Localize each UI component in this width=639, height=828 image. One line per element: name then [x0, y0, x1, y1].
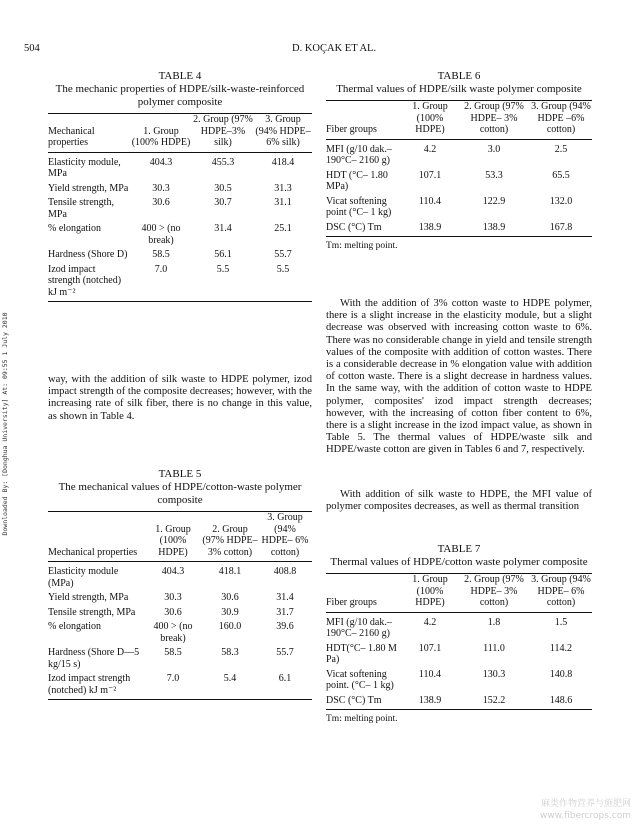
table-row — [48, 604, 312, 619]
table4-cell-4-2: 56.1 — [214, 249, 232, 260]
table5-cell-0-0: Elasticity module (MPa) — [48, 566, 119, 589]
table4-cell-0-2: 455.3 — [211, 156, 235, 168]
table5-cell-2-3: 31.7 — [276, 606, 294, 618]
table4-cell-4-3: 55.7 — [274, 249, 292, 260]
table7-cell-2-2: 130.3 — [482, 668, 506, 680]
table-4-block — [48, 70, 312, 302]
table4-cell-3-1: 400 > (no break) — [141, 223, 181, 246]
table-5 — [48, 511, 312, 700]
table5-cell-5-0: Izod impact strength (notched) kJ m⁻² — [48, 673, 131, 696]
table5-cell-1-1: 30.3 — [164, 592, 182, 603]
table7-cell-1-2: 111.0 — [483, 642, 505, 654]
table4-header-0: Mechanical properties — [48, 125, 95, 148]
table-row — [48, 194, 312, 220]
table4-cell-2-2: 30.7 — [214, 197, 232, 208]
table6-cell-2-2: 122.9 — [482, 195, 506, 207]
table6-cell-3-0: DSC (°C) Tm — [326, 221, 382, 233]
table-row — [48, 180, 312, 195]
table4-cell-1-3: 31.3 — [274, 182, 292, 194]
table5-header-2: 2. Group (97% HDPE– 3% cotton) — [202, 523, 258, 558]
table5-cell-3-0: % elongation — [48, 621, 102, 632]
running-title: D. KOÇAK ET AL. — [292, 43, 377, 54]
table4-cell-2-1: 30.6 — [152, 197, 170, 208]
table-7 — [326, 573, 592, 710]
table4-cell-0-0: Elasticity module, MPa — [48, 156, 121, 179]
table7-cell-1-1: 107.1 — [418, 642, 442, 654]
table-4-label: TABLE 4 — [158, 70, 202, 82]
table5-cell-2-2: 30.9 — [221, 606, 239, 618]
table6-cell-2-3: 132.0 — [549, 195, 573, 207]
table4-cell-1-2: 30.5 — [214, 182, 232, 194]
table-7-block — [326, 543, 592, 724]
table6-cell-1-2: 53.3 — [485, 169, 503, 181]
table6-cell-0-0: MFI (g/10 dak.–190°C– 2160 g) — [326, 143, 392, 166]
table-row — [326, 139, 592, 167]
table6-cell-3-2: 138.9 — [482, 221, 506, 233]
table7-cell-0-0: MFI (g/10 dak.–190°C– 2160 g) — [326, 616, 392, 639]
table5-cell-5-2: 5.4 — [223, 673, 237, 684]
table4-cell-5-2: 5.5 — [216, 263, 230, 275]
table-5-caption: The mechanical values of HDPE/cotton-waste polymer composite — [58, 481, 302, 506]
table7-cell-3-2: 152.2 — [482, 694, 506, 706]
table-6-block — [326, 70, 592, 251]
table6-cell-0-3: 2.5 — [554, 143, 568, 155]
table-row — [326, 666, 592, 692]
table5-cell-0-1: 404.3 — [161, 566, 185, 577]
table4-header-2: 2. Group (97% HDPE–3% silk) — [193, 114, 253, 148]
table6-cell-3-1: 138.9 — [418, 221, 442, 233]
table-6-label: TABLE 6 — [437, 70, 481, 82]
table7-header-0: Fiber groups — [326, 597, 377, 608]
table5-cell-4-3: 55.7 — [276, 647, 294, 658]
table4-header-3: 3. Group (94% HDPE–6% silk) — [255, 114, 311, 148]
table5-cell-1-2: 30.6 — [221, 592, 239, 603]
table-row — [48, 152, 312, 180]
watermark-line-1: 麻类作物营养与施肥网 — [540, 799, 631, 809]
table7-header-3: 3. Group (94% HDPE– 6% cotton) — [531, 574, 591, 608]
table7-cell-3-0: DSC (°C) Tm — [326, 694, 382, 706]
table6-cell-1-1: 107.1 — [418, 169, 442, 181]
table5-cell-4-0: Hardness (Shore D—5 kg/15 s) — [48, 647, 140, 670]
table-7-caption: Thermal values of HDPE/cotton waste polymer composite — [330, 556, 588, 568]
table-row — [48, 562, 312, 590]
left-paragraph: way, with the addition of silk waste to HDPE polymer, izod impact strength of the composite decreases; however, with the increasing rate of silk fiber, there is no change in this value, as shown in Table 4. — [48, 374, 312, 422]
table4-cell-1-1: 30.3 — [152, 182, 170, 194]
table6-header-3: 3. Group (94% HDPE –6% cotton) — [531, 101, 591, 135]
right-paragraph-2: With addition of silk waste to HDPE, the MFI value of polymer composites decreases, as well as thermal transition — [326, 489, 592, 513]
table4-cell-4-1: 58.5 — [152, 249, 170, 260]
table6-cell-0-2: 3.0 — [487, 143, 501, 155]
table-6-caption: Thermal values of HDPE/silk waste polymer composite — [336, 83, 582, 95]
table-7-label: TABLE 7 — [437, 543, 481, 555]
table-6-note: Tm: melting point. — [326, 241, 398, 251]
table6-header-1: 1. Group (100% HDPE) — [412, 101, 448, 135]
table-4-caption: The mechanic properties of HDPE/silk-waste-reinforced polymer composite — [55, 83, 305, 108]
table7-cell-3-3: 148.6 — [549, 694, 573, 706]
download-stamp: Downloaded By: [Donghua University] At: 09:55 1 July 2010 — [1, 312, 9, 536]
table6-cell-3-3: 167.8 — [549, 221, 573, 233]
table4-cell-3-3: 25.1 — [274, 223, 292, 234]
table-row — [326, 167, 592, 193]
table-row — [326, 193, 592, 219]
table-row — [48, 670, 312, 700]
table-row — [326, 692, 592, 710]
right-paragraph-1: With the addition of 3% cotton waste to HDPE polymer, there is a slight increase in the elasticity module, but a slight decrease was observed with increasing cotton waste to 6%. There was no considerable change in yield and tensile strength values of the composite with addition of cotton wastes. There is a considerable decrease in % elongation value with addition of cotton waste. There is a slight decrease in hardness values. In the same way, with the addition of cotton waste to HDPE polymer, composites' izod impact strength decreases; however, with the increasing of cotton fiber content to 6%, there is a slight increase in the izod impact value, as shown in Table 5. The thermal values of HDPE/waste silk and HDPE/waste cotton are given in Tables 6 and 7, respectively. — [326, 298, 592, 456]
table4-cell-0-3: 418.4 — [271, 156, 295, 168]
table7-header-2: 2. Group (97% HDPE– 3% cotton) — [464, 574, 524, 608]
table5-cell-4-2: 58.3 — [221, 647, 239, 658]
table5-header-3: 3. Group (94% HDPE– 6% cotton) — [261, 512, 309, 558]
table7-cell-0-3: 1.5 — [554, 616, 568, 628]
watermark — [540, 798, 631, 822]
table5-cell-3-1: 400 > (no break) — [153, 621, 193, 644]
table-row — [48, 644, 312, 670]
table7-cell-1-0: HDT(°C– 1.80 M Pa) — [326, 642, 397, 665]
table7-cell-0-2: 1.8 — [487, 616, 501, 628]
table5-cell-5-1: 7.0 — [166, 673, 180, 684]
table5-cell-0-2: 418.1 — [218, 566, 242, 577]
table7-header-1: 1. Group (100% HDPE) — [412, 574, 448, 608]
table7-cell-2-1: 110.4 — [418, 668, 442, 680]
table4-cell-5-0: Izod impact strength (notched) kJ m⁻² — [48, 263, 122, 298]
table5-cell-4-1: 58.5 — [164, 647, 182, 658]
table-row — [326, 219, 592, 237]
table4-cell-0-1: 404.3 — [149, 156, 173, 168]
table-row — [48, 220, 312, 246]
table7-cell-0-1: 4.2 — [423, 616, 437, 628]
table4-cell-3-2: 31.4 — [214, 223, 232, 234]
table5-header-1: 1. Group (100% HDPE) — [155, 523, 191, 558]
table-6 — [326, 100, 592, 237]
table4-cell-5-3: 5.5 — [276, 263, 290, 275]
table5-cell-2-0: Tensile strength, MPa — [48, 606, 136, 618]
table4-cell-3-0: % elongation — [48, 223, 102, 234]
table-row — [48, 261, 312, 302]
watermark-line-2: www.fibercrops.com — [540, 811, 631, 821]
table4-cell-1-0: Yield strength, MPa — [48, 182, 129, 194]
table5-cell-1-3: 31.4 — [276, 592, 294, 603]
table7-cell-2-3: 140.8 — [549, 668, 573, 680]
table4-cell-5-1: 7.0 — [154, 263, 168, 275]
table-row — [48, 246, 312, 261]
table4-cell-2-0: Tensile strength, MPa — [48, 197, 114, 220]
table-5-label: TABLE 5 — [158, 468, 202, 480]
table-5-block — [48, 468, 312, 700]
table7-cell-1-3: 114.2 — [549, 642, 573, 654]
table5-cell-0-3: 408.8 — [273, 566, 297, 577]
table6-header-2: 2. Group (97% HDPE– 3% cotton) — [464, 101, 524, 135]
table5-cell-3-2: 160.0 — [218, 621, 242, 632]
table7-cell-3-1: 138.9 — [418, 694, 442, 706]
table-7-note: Tm: melting point. — [326, 714, 398, 724]
table6-cell-0-1: 4.2 — [423, 143, 437, 155]
table-row — [48, 589, 312, 604]
table5-cell-2-1: 30.6 — [164, 606, 182, 618]
table6-cell-2-0: Vicat softening point (°C– 1 kg) — [326, 195, 392, 218]
table-row — [326, 612, 592, 640]
table4-cell-4-0: Hardness (Shore D) — [48, 249, 128, 260]
page-number: 504 — [24, 43, 40, 54]
table6-cell-1-3: 65.5 — [552, 169, 570, 181]
table5-cell-5-3: 6.1 — [278, 673, 292, 684]
table6-cell-1-0: HDT (°C– 1.80 MPa) — [326, 169, 388, 192]
table4-header-1: 1. Group (100% HDPE) — [131, 125, 191, 148]
table-row — [48, 618, 312, 644]
table5-header-0: Mechanical properties — [48, 546, 138, 558]
table6-cell-2-1: 110.4 — [418, 195, 442, 207]
table-4 — [48, 113, 312, 302]
table-row — [326, 640, 592, 666]
table6-header-0: Fiber groups — [326, 124, 377, 135]
table5-cell-3-3: 39.6 — [276, 621, 294, 632]
table5-cell-1-0: Yield strength, MPa — [48, 592, 129, 603]
table7-cell-2-0: Vicat softening point. (°C– 1 kg) — [326, 668, 394, 691]
table4-cell-2-3: 31.1 — [274, 197, 292, 208]
